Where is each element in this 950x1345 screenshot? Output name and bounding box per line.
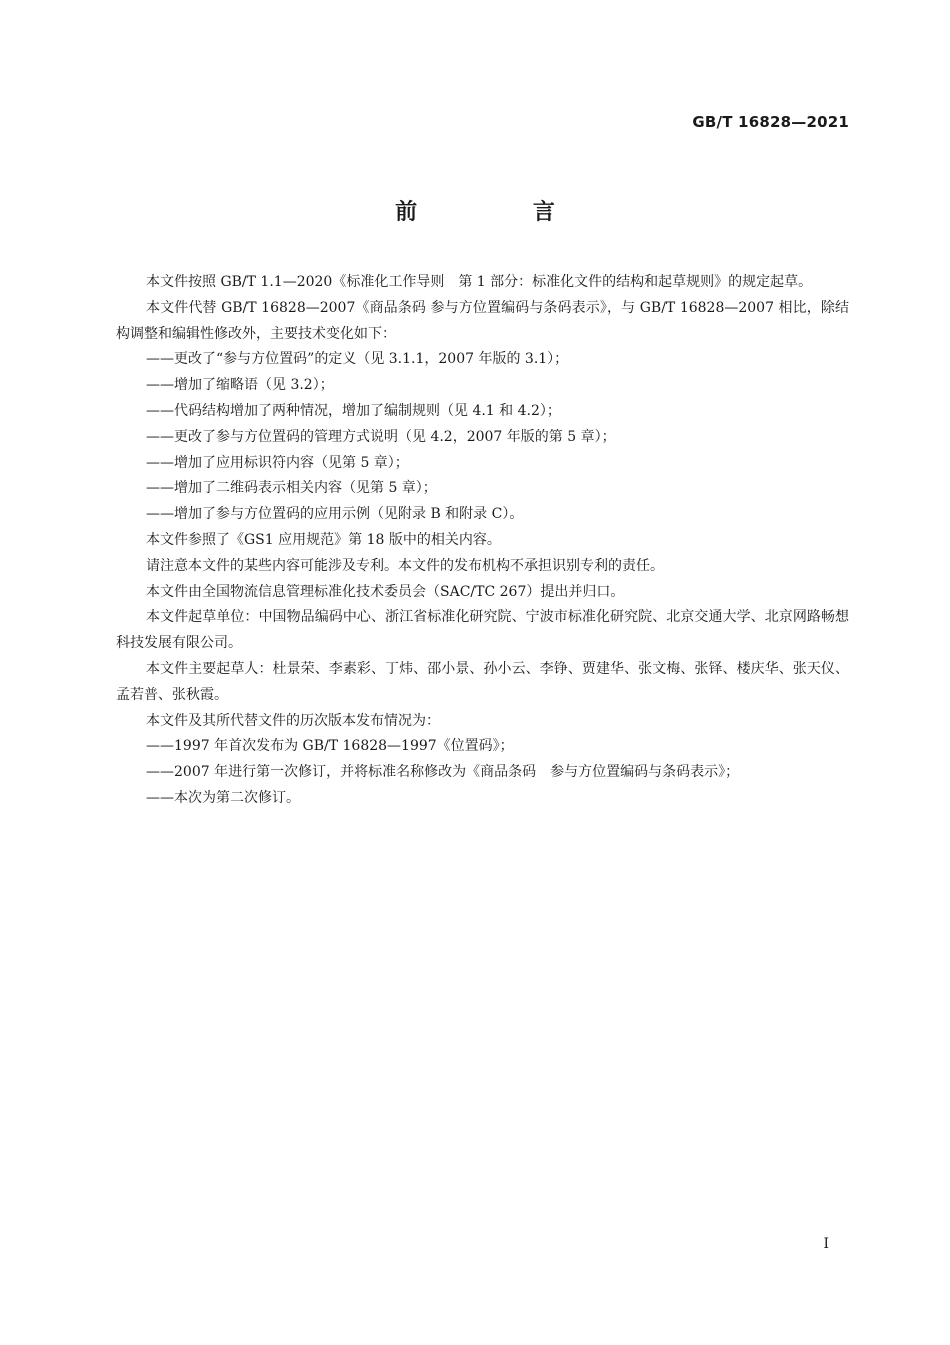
change-item: ——增加了缩略语（见 3.2）； xyxy=(146,377,334,394)
history-item: ——2007 年进行第一次修订，并将标准名称修改为《商品条码 参与方位置编码与条码表示》； xyxy=(146,764,740,781)
change-item: ——增加了二维码表示相关内容（见第 5 章）； xyxy=(146,480,437,497)
document-body xyxy=(116,270,849,812)
paragraph-proposer: 本文件由全国物流信息管理标准化技术委员会（SAC/TC 267）提出并归口。 xyxy=(146,583,625,600)
paragraph-drafting-rules: 本文件按照 GB/T 1.1—2020《标准化工作导则 第 1 部分：标准化文件的结构和起草规则》的规定起草。 xyxy=(146,274,813,290)
change-item: ——代码结构增加了两种情况，增加了编制规则（见 4.1 和 4.2）； xyxy=(146,402,561,419)
history-item: ——本次为第二次修订。 xyxy=(146,789,300,806)
page-number: I xyxy=(823,1236,829,1252)
change-item: ——更改了参与方位置码的管理方式说明（见 4.2，2007 年版的第 5 章）； xyxy=(146,428,616,445)
page-title: 前 言 xyxy=(395,200,609,225)
change-item: ——增加了参与方位置码的应用示例（见附录 B 和附录 C）。 xyxy=(146,506,524,523)
change-item: ——增加了应用标识符内容（见第 5 章）； xyxy=(146,454,409,471)
paragraph-history: 本文件及其所代替文件的历次版本发布情况为： xyxy=(146,712,440,729)
paragraph-drafters: 本文件主要起草人：杜景荣、李素彩、丁炜、邵小景、孙小云、李铮、贾建华、张文梅、张铎、楼庆华、张天仪、孟若普、张秋霞。 xyxy=(116,660,849,703)
change-item: ——更改了“参与方位置码”的定义（见 3.1.1，2007 年版的 3.1）； xyxy=(146,351,569,368)
paragraph-patent: 请注意本文件的某些内容可能涉及专利。本文件的发布机构不承担识别专利的责任。 xyxy=(146,557,664,574)
paragraph-replaces: 本文件代替 GB/T 16828—2007《商品条码 参与方位置编码与条码表示》，与 GB/T 16828—2007 相比，除结构调整和编辑性修改外，主要技术变化如下： xyxy=(116,299,849,342)
history-item: ——1997 年首次发布为 GB/T 16828—1997《位置码》； xyxy=(146,738,514,755)
paragraph-drafting-units: 本文件起草单位：中国物品编码中心、浙江省标准化研究院、宁波市标准化研究院、北京交通大学、北京网路畅想科技发展有限公司。 xyxy=(116,609,849,652)
standard-number: GB/T 16828—2021 xyxy=(692,113,849,131)
paragraph-reference: 本文件参照了《GS1 应用规范》第 18 版中的相关内容。 xyxy=(146,531,501,548)
